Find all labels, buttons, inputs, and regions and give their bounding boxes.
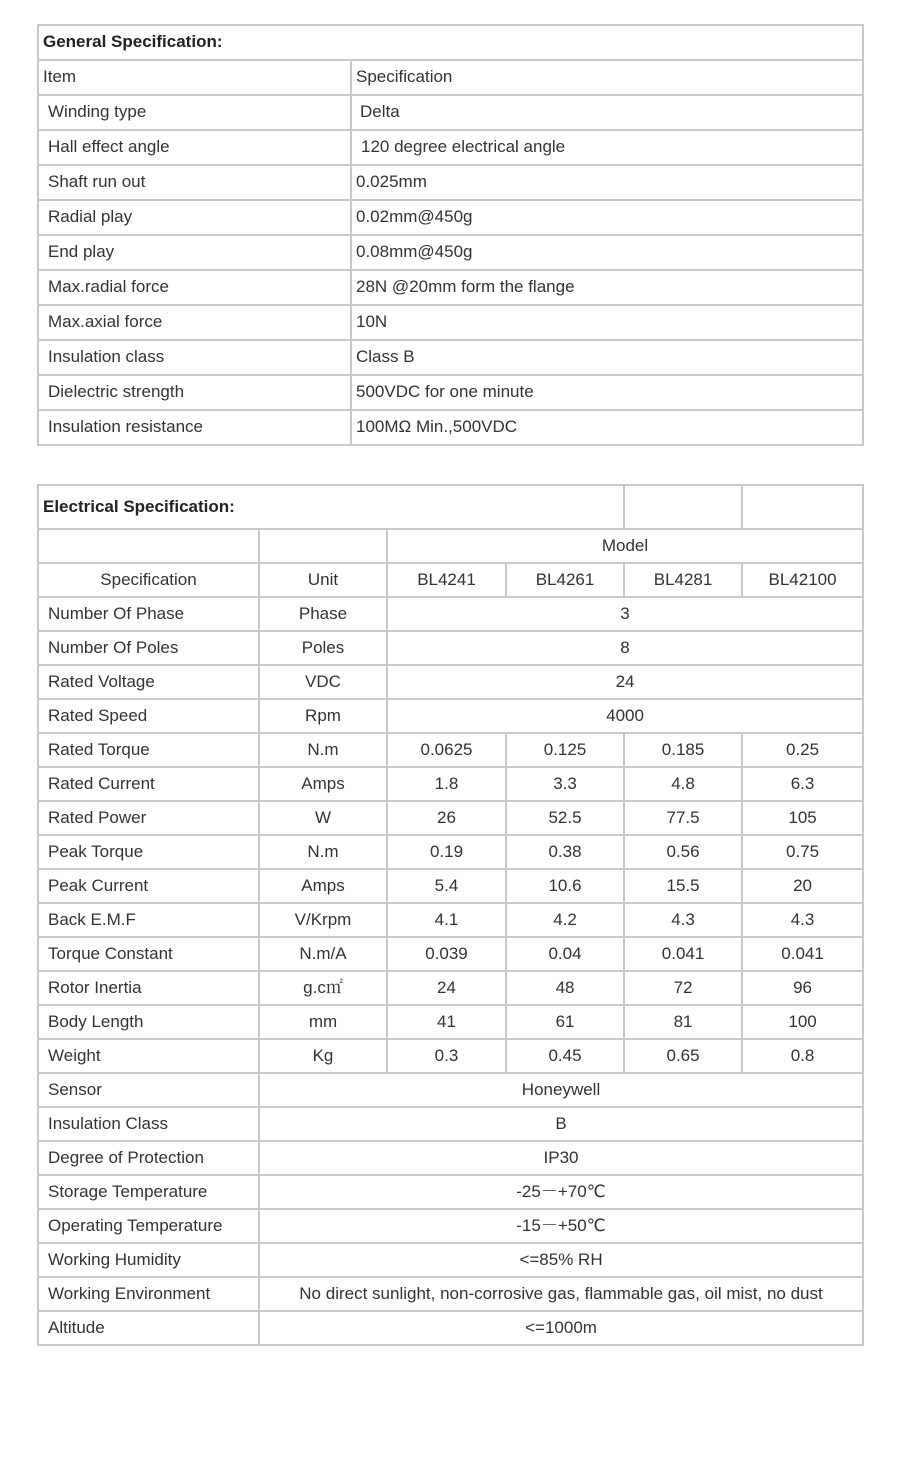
table-row — [38, 835, 863, 869]
model-value-cell: 52.5 — [506, 801, 624, 835]
value-cell: 0.08mm@450g — [351, 235, 863, 270]
model-name: BL42100 — [742, 563, 863, 597]
table-row — [38, 1209, 863, 1243]
model-value-cell: 0.19 — [387, 835, 506, 869]
spec-name-cell: Storage Temperature — [38, 1175, 259, 1209]
general-spec-title: General Specification: — [38, 25, 863, 60]
model-value-cell: 100 — [742, 1005, 863, 1039]
spec-name-cell: Number Of Poles — [38, 631, 259, 665]
common-value-cell: IP30 — [259, 1141, 863, 1175]
model-value-cell: 81 — [624, 1005, 742, 1039]
model-value-cell: 77.5 — [624, 801, 742, 835]
empty-cell — [38, 529, 259, 563]
model-value-cell: 6.3 — [742, 767, 863, 801]
unit-cell: Kg — [259, 1039, 387, 1073]
unit-cell: N.m — [259, 733, 387, 767]
item-cell: End play — [38, 235, 351, 270]
model-value-cell: 72 — [624, 971, 742, 1005]
table-row — [38, 410, 863, 445]
model-value-cell: 10.6 — [506, 869, 624, 903]
table-row — [38, 1311, 863, 1345]
table-row — [38, 375, 863, 410]
common-value-cell: <=1000m — [259, 1311, 863, 1345]
table-row — [38, 165, 863, 200]
model-value-cell: 5.4 — [387, 869, 506, 903]
spec-name-cell: Rated Torque — [38, 733, 259, 767]
spec-name-cell: Altitude — [38, 1311, 259, 1345]
table-row — [38, 95, 863, 130]
spec-name-cell: Peak Current — [38, 869, 259, 903]
model-rows — [38, 733, 863, 1073]
table-row — [38, 1141, 863, 1175]
item-cell: Max.radial force — [38, 270, 351, 305]
empty-cell — [624, 485, 742, 529]
spec-name-cell: Body Length — [38, 1005, 259, 1039]
common-value-cell: -15－+50℃ — [259, 1209, 863, 1243]
table-row — [38, 1073, 863, 1107]
item-cell: Insulation resistance — [38, 410, 351, 445]
unit-cell: Poles — [259, 631, 387, 665]
unit-cell: V/Krpm — [259, 903, 387, 937]
unit-header: Unit — [259, 563, 387, 597]
spec-name-cell: Torque Constant — [38, 937, 259, 971]
spec-name-cell: Rated Current — [38, 767, 259, 801]
table-row — [38, 200, 863, 235]
model-value-cell: 1.8 — [387, 767, 506, 801]
spec-name-cell: Rated Voltage — [38, 665, 259, 699]
spec-name-cell: Insulation Class — [38, 1107, 259, 1141]
spec-name-cell: Working Humidity — [38, 1243, 259, 1277]
item-cell: Winding type — [38, 95, 351, 130]
table-row — [38, 971, 863, 1005]
common-value-cell: Honeywell — [259, 1073, 863, 1107]
empty-cell — [259, 529, 387, 563]
item-header: Item — [38, 60, 351, 95]
item-cell: Radial play — [38, 200, 351, 235]
spec-name-cell: Rated Power — [38, 801, 259, 835]
item-cell: Dielectric strength — [38, 375, 351, 410]
value-cell: Class B — [351, 340, 863, 375]
table-row — [38, 130, 863, 165]
model-value-cell: 0.56 — [624, 835, 742, 869]
table-row — [38, 903, 863, 937]
shared-value-cell: 4000 — [387, 699, 863, 733]
model-value-cell: 15.5 — [624, 869, 742, 903]
value-cell: 500VDC for one minute — [351, 375, 863, 410]
common-value-cell: <=85% RH — [259, 1243, 863, 1277]
unit-cell: Rpm — [259, 699, 387, 733]
model-name: BL4241 — [387, 563, 506, 597]
value-cell: Delta — [351, 95, 863, 130]
table-row — [38, 699, 863, 733]
model-value-cell: 105 — [742, 801, 863, 835]
model-value-cell: 0.041 — [624, 937, 742, 971]
table-row — [38, 733, 863, 767]
unit-cell: Amps — [259, 767, 387, 801]
spec-name-cell: Working Environment — [38, 1277, 259, 1311]
model-name: BL4281 — [624, 563, 742, 597]
table-row — [38, 869, 863, 903]
table-row — [38, 270, 863, 305]
model-value-cell: 48 — [506, 971, 624, 1005]
model-value-cell: 4.2 — [506, 903, 624, 937]
specification-header: Specification — [351, 60, 863, 95]
model-value-cell: 0.38 — [506, 835, 624, 869]
table-row — [38, 631, 863, 665]
table-row — [38, 1107, 863, 1141]
table-row — [38, 597, 863, 631]
value-cell: 100MΩ Min.,500VDC — [351, 410, 863, 445]
model-value-cell: 0.75 — [742, 835, 863, 869]
model-value-cell: 0.04 — [506, 937, 624, 971]
model-header-row — [38, 529, 863, 563]
model-value-cell: 3.3 — [506, 767, 624, 801]
model-name: BL4261 — [506, 563, 624, 597]
empty-cell — [742, 485, 863, 529]
spec-name-cell: Peak Torque — [38, 835, 259, 869]
model-value-cell: 0.8 — [742, 1039, 863, 1073]
table-row — [38, 305, 863, 340]
table-row — [38, 767, 863, 801]
model-value-cell: 4.1 — [387, 903, 506, 937]
model-value-cell: 20 — [742, 869, 863, 903]
model-value-cell: 0.3 — [387, 1039, 506, 1073]
common-value-cell: No direct sunlight, non-corrosive gas, flammable gas, oil mist, no dust — [259, 1277, 863, 1311]
model-value-cell: 61 — [506, 1005, 624, 1039]
column-header-row — [38, 563, 863, 597]
table-row — [38, 1039, 863, 1073]
table-row — [38, 801, 863, 835]
spec-name-cell: Rated Speed — [38, 699, 259, 733]
spec-name-cell: Weight — [38, 1039, 259, 1073]
model-value-cell: 0.125 — [506, 733, 624, 767]
unit-cell: Amps — [259, 869, 387, 903]
value-cell: 10N — [351, 305, 863, 340]
model-value-cell: 4.3 — [742, 903, 863, 937]
electrical-spec-table — [37, 484, 864, 1346]
electrical-spec-title: Electrical Specification: — [38, 485, 624, 529]
model-value-cell: 4.8 — [624, 767, 742, 801]
model-value-cell: 0.0625 — [387, 733, 506, 767]
common-rows — [38, 1073, 863, 1345]
unit-cell: mm — [259, 1005, 387, 1039]
model-value-cell: 0.45 — [506, 1039, 624, 1073]
value-cell: 0.02mm@450g — [351, 200, 863, 235]
item-cell: Hall effect angle — [38, 130, 351, 165]
value-cell: 28N @20mm form the flange — [351, 270, 863, 305]
model-value-cell: 24 — [387, 971, 506, 1005]
common-value-cell: -25－+70℃ — [259, 1175, 863, 1209]
model-value-cell: 0.25 — [742, 733, 863, 767]
item-cell: Max.axial force — [38, 305, 351, 340]
table-row — [38, 340, 863, 375]
spec-name-cell: Operating Temperature — [38, 1209, 259, 1243]
unit-cell: VDC — [259, 665, 387, 699]
model-value-cell: 41 — [387, 1005, 506, 1039]
spec-name-cell: Back E.M.F — [38, 903, 259, 937]
unit-cell: Phase — [259, 597, 387, 631]
unit-cell: N.m — [259, 835, 387, 869]
general-title-row — [38, 25, 863, 60]
value-cell: 120 degree electrical angle — [351, 130, 863, 165]
table-row — [38, 1005, 863, 1039]
shared-value-cell: 8 — [387, 631, 863, 665]
model-value-cell: 0.185 — [624, 733, 742, 767]
general-header-row — [38, 60, 863, 95]
unit-cell: g.c㎡ — [259, 971, 387, 1005]
item-cell: Shaft run out — [38, 165, 351, 200]
common-value-cell: B — [259, 1107, 863, 1141]
table-row — [38, 235, 863, 270]
unit-cell: N.m/A — [259, 937, 387, 971]
spec-name-cell: Sensor — [38, 1073, 259, 1107]
spec-name-cell: Number Of Phase — [38, 597, 259, 631]
spec-name-cell: Rotor Inertia — [38, 971, 259, 1005]
general-spec-table — [37, 24, 864, 446]
spec-name-cell: Degree of Protection — [38, 1141, 259, 1175]
model-header: Model — [387, 529, 863, 563]
table-row — [38, 1175, 863, 1209]
shared-rows — [38, 597, 863, 733]
model-value-cell: 4.3 — [624, 903, 742, 937]
table-row — [38, 1277, 863, 1311]
table-row — [38, 1243, 863, 1277]
item-cell: Insulation class — [38, 340, 351, 375]
table-row — [38, 937, 863, 971]
value-cell: 0.025mm — [351, 165, 863, 200]
shared-value-cell: 24 — [387, 665, 863, 699]
shared-value-cell: 3 — [387, 597, 863, 631]
model-value-cell: 26 — [387, 801, 506, 835]
model-value-cell: 96 — [742, 971, 863, 1005]
unit-cell: W — [259, 801, 387, 835]
table-row — [38, 665, 863, 699]
model-value-cell: 0.041 — [742, 937, 863, 971]
electrical-title-row — [38, 485, 863, 529]
specification-header: Specification — [38, 563, 259, 597]
model-value-cell: 0.65 — [624, 1039, 742, 1073]
model-value-cell: 0.039 — [387, 937, 506, 971]
